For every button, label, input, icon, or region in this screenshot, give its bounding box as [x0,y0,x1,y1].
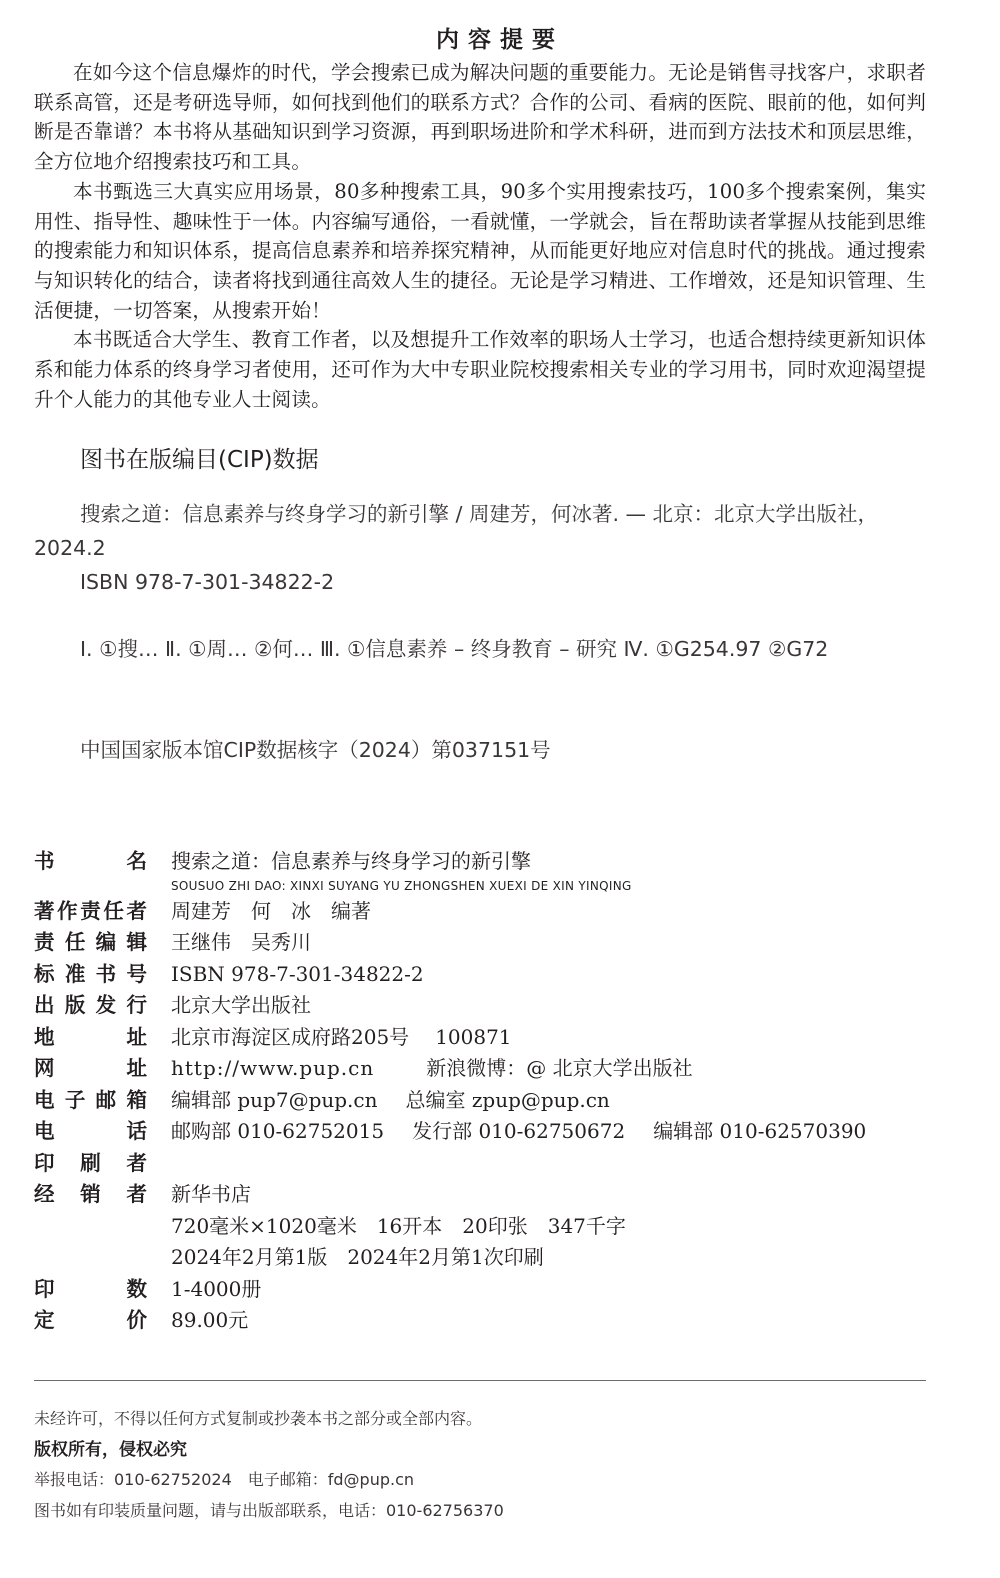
info-value: 1-4000册 [171,1276,262,1301]
info-row-email [34,1085,934,1117]
website-link[interactable]: http://www.pup.cn [171,1056,375,1080]
info-label: 经 销 者 [34,1182,147,1206]
cip-approval: 中国国家版本馆CIP数据核字（2024）第037151号 [80,738,551,762]
summary-body [34,58,926,414]
footer [34,1404,934,1526]
cip-classification-block [34,632,926,666]
info-label: 网 址 [34,1056,147,1080]
cip-classification: Ⅰ. ①搜… Ⅱ. ①周… ②何… Ⅲ. ①信息素养 – 终身教育 – 研究 Ⅳ. ①G254.97 ②G72 [80,637,829,661]
info-label: 定 价 [34,1308,147,1332]
summary-paragraph: 在如今这个信息爆炸的时代，学会搜索已成为解决问题的重要能力。无论是销售寻找客户，求职者联系高管，还是考研选导师，如何找到他们的联系方式？合作的公司、看病的医院、眼前的他，如何判断是否靠谱？本书将从基础知识到学习资源，再到职场进阶和学术科研，进而到方法技术和顶层思维，全方位地介绍搜索技巧和工具。 [34,61,926,174]
info-row-distributor [34,1179,934,1211]
info-row-phone [34,1116,934,1148]
title-pinyin: SOUSUO ZHI DAO: XINXI SUYANG YU ZHONGSHEN XUEXI DE XIN YINQING [171,878,632,893]
info-value [171,1053,693,1085]
quality-contact: 图书如有印装质量问题，请与出版部联系，电话：010-62756370 [34,1500,504,1520]
info-value [171,1116,866,1148]
email-chief[interactable]: 总编室 zpup@pup.cn [405,1087,610,1112]
address-text: 北京市海淀区成府路205号 [171,1024,410,1049]
postcode: 100871 [435,1024,512,1049]
info-label: 印 数 [34,1276,147,1301]
info-label: 责 任 编 辑 [34,930,147,954]
info-value: ISBN 978-7-301-34822-2 [171,961,424,986]
info-row-website [34,1053,934,1085]
format-spec: 720毫米×1020毫米 16开本 20印张 347千字 [171,1213,626,1238]
info-row-publisher [34,990,934,1022]
summary-title: 内容提要 [436,27,564,53]
phone-mail-order: 邮购部 010-62752015 [171,1119,385,1143]
cip-approval-block [34,733,926,767]
cip-record: 搜索之道：信息素养与终身学习的新引擎 / 周建芳，何冰著. — 北京：北京大学出版社，2024.2 [34,502,878,560]
email-editorial[interactable]: 编辑部 pup7@pup.cn [171,1087,378,1112]
phone-editorial: 编辑部 010-62570390 [653,1119,867,1143]
info-value: 新华书店 [171,1182,251,1206]
info-value: 北京大学出版社 [171,993,311,1017]
info-label: 书 名 [34,849,147,873]
info-value: 周建芳 何 冰 编著 [171,898,371,923]
info-label: 标 准 书 号 [34,961,147,986]
cip-heading: 图书在版编目(CIP)数据 [80,447,319,473]
info-label: 电 子 邮 箱 [34,1087,147,1112]
info-value: 王继伟 吴秀川 [171,930,311,954]
info-row-printer [34,1148,934,1180]
report-contact: 举报电话：010-62752024 电子邮箱：fd@pup.cn [34,1470,415,1489]
copyright-notice: 未经许可，不得以任何方式复制或抄袭本书之部分或全部内容。 [34,1409,483,1428]
info-value [171,1022,512,1054]
info-label: 电 话 [34,1119,147,1143]
info-label: 印 刷 者 [34,1150,147,1175]
info-row-price [34,1305,934,1337]
info-row-title [34,846,934,878]
info-label: 地 址 [34,1024,147,1049]
weibo-account: 新浪微博：@ 北京大学出版社 [426,1056,693,1080]
info-row-authors [34,896,934,928]
info-row-isbn [34,959,934,991]
summary-paragraph: 本书既适合大学生、教育工作者，以及想提升工作效率的职场人士学习，也适合想持续更新知识体系和能力体系的终身学习者使用，还可作为大中专职业院校搜索相关专业的学习用书，同时欢迎渴望提升个人能力的其他专业人士阅读。 [34,328,926,411]
edition-info: 2024年2月第1版 2024年2月第1次印刷 [171,1245,544,1269]
cip-record-block [34,497,926,599]
footer-divider [34,1380,926,1381]
info-value [171,1085,610,1117]
info-row-address [34,1022,934,1054]
info-value: 89.00元 [171,1308,249,1332]
phone-distribution: 发行部 010-62750672 [412,1119,626,1143]
cip-isbn: ISBN 978-7-301-34822-2 [80,570,335,594]
info-row-print-run [34,1274,934,1306]
info-label: 出 版 发 行 [34,993,147,1017]
rights-statement: 版权所有，侵权必究 [34,1439,187,1460]
info-value: 搜索之道：信息素养与终身学习的新引擎 [171,849,531,873]
info-row-editors [34,927,934,959]
summary-paragraph: 本书甄选三大真实应用场景，80多种搜索工具，90多个实用搜索技巧，100多个搜索案例，集实用性、指导性、趣味性于一体。内容编写通俗，一看就懂，一学就会，旨在帮助读者掌握从技能到思维的搜索能力和知识体系，提高信息素养和培养探究精神，从而能更好地应对信息时代的挑战。通过搜索与知识转化的结合，读者将找到通往高效人生的捷径。无论是学习精进、工作增效，还是知识管理、生活便捷，一切答案，从搜索开始！ [34,179,926,322]
info-label: 著 作 责 任 者 [34,898,147,923]
publication-info [34,846,934,1337]
